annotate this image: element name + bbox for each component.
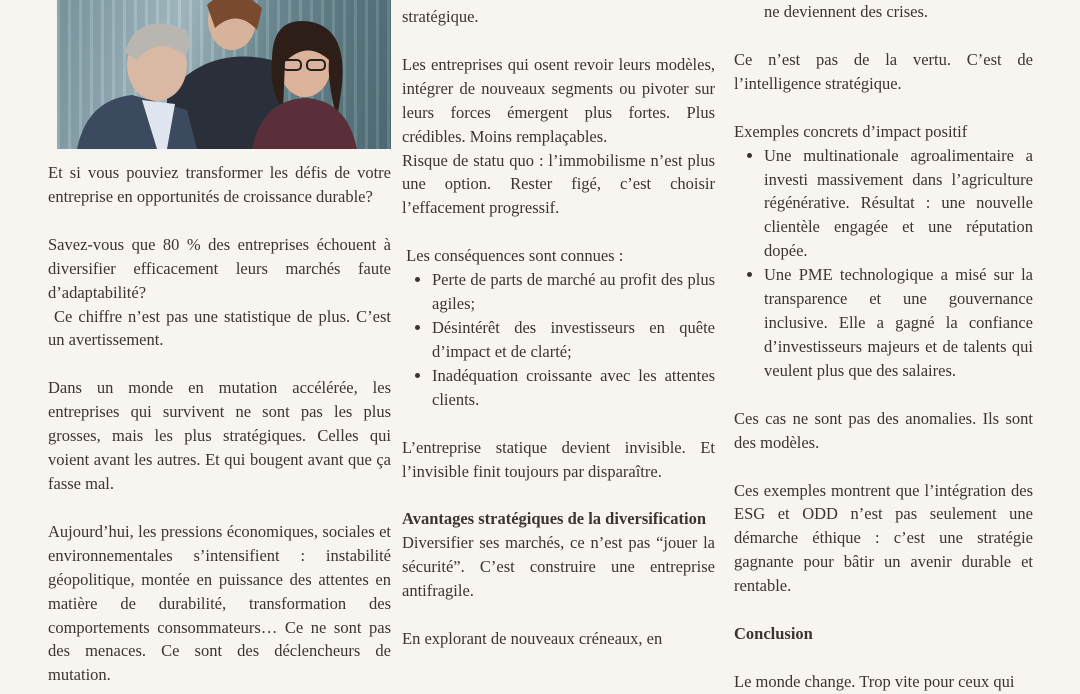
list-item: • Une PME technologique a misé sur la transparence et une gouvernance inclusive. Elle a gagné la confiance d’investisseurs majeurs et de talents qui veulent plus que des salaires.: [764, 263, 1033, 383]
column-left: [48, 161, 396, 687]
invisible-paragraph: L’entreprise statique devient invisible. Et l’invisible finit toujours par disparaître.: [402, 437, 715, 481]
world-paragraph: Dans un monde en mutation accélérée, les entreprises qui survivent ne sont pas les plus grosses, mais les plus stratégiques. Celles qui voient avant les autres. Et qui bougent avant que ça fasse mal.: [48, 378, 391, 493]
consequences-list: [402, 268, 715, 411]
models-paragraph: Ces cas ne sont pas des anomalies. Ils sont des modèles.: [734, 408, 1033, 452]
column-middle: [402, 5, 715, 651]
list-item: • Une multinationale agroalimentaire a investi massivement dans l’agriculture régénérative. Résultat : une nouvelle clientèle engagée et une réputation dopée.: [764, 144, 1033, 264]
diversify-paragraph: Diversifier ses marchés, ce n’est pas “jouer la sécurité”. C’est construire une entreprise antifragile.: [402, 533, 715, 601]
conclusion-heading: Conclusion: [734, 624, 813, 644]
risk-paragraph: Risque de statu quo : l’immobilisme n’est plus une option. Rester figé, c’est choisir l’effacement progressif.: [402, 150, 715, 218]
advantages-heading: Avantages stratégiques de la diversification: [402, 509, 707, 529]
warning-paragraph: Ce chiffre n’est pas une statistique de plus. C’est un avertissement.: [48, 306, 396, 350]
statistic-paragraph: Savez-vous que 80 % des entreprises échouent à diversifier efficacement leurs marchés faute d’adaptabilité?: [48, 234, 391, 302]
intro-question: Et si vous pouviez transformer les défis de votre entreprise en opportunités de croissance durable?: [48, 163, 391, 206]
fragment-top: stratégique.: [402, 7, 479, 26]
brave-companies-paragraph: Les entreprises qui osent revoir leurs modèles, intégrer de nouveaux segments ou pivoter sur leurs forces émergent plus fortes. Plus crédibles. Moins remplaçables.: [402, 54, 715, 146]
examples-list: [734, 144, 1033, 383]
column-right: [734, 0, 1033, 694]
examples-heading: Exemples concrets d’impact positif: [734, 121, 968, 141]
list-item: • Désintérêt des investisseurs en quête d’impact et de clarté;: [432, 316, 715, 364]
article-photo: [57, 0, 391, 149]
pressures-paragraph: Aujourd’hui, les pressions économiques, sociales et environnementales s’intensifient : instabilité géopolitique, montée en puissance des attentes en matière de durabilité, transformation des comportements consommateurs… Ce ne sont pas des menaces. Ce sont des déclencheurs de mutation.: [48, 521, 391, 685]
fragment-top: ne deviennent des crises.: [764, 2, 929, 21]
conclusion-paragraph: Le monde change. Trop vite pour ceux qui: [734, 671, 1015, 691]
consequences-intro: Les conséquences sont connues :: [402, 246, 624, 266]
list-item: • Perte de parts de marché au profit des plus agiles;: [432, 268, 715, 316]
list-item: • Inadéquation croissante avec les attentes clients.: [432, 364, 715, 412]
business-people-image: [57, 0, 391, 149]
exploring-paragraph: En explorant de nouveaux créneaux, en: [402, 629, 663, 649]
virtue-paragraph: Ce n’est pas de la vertu. C’est de l’intelligence stratégique.: [734, 49, 1033, 93]
esg-paragraph: Ces exemples montrent que l’intégration des ESG et ODD n’est pas seulement une démarche éthique : c’est une stratégie gagnante pour bâtir un avenir durable et rentable.: [734, 480, 1033, 596]
